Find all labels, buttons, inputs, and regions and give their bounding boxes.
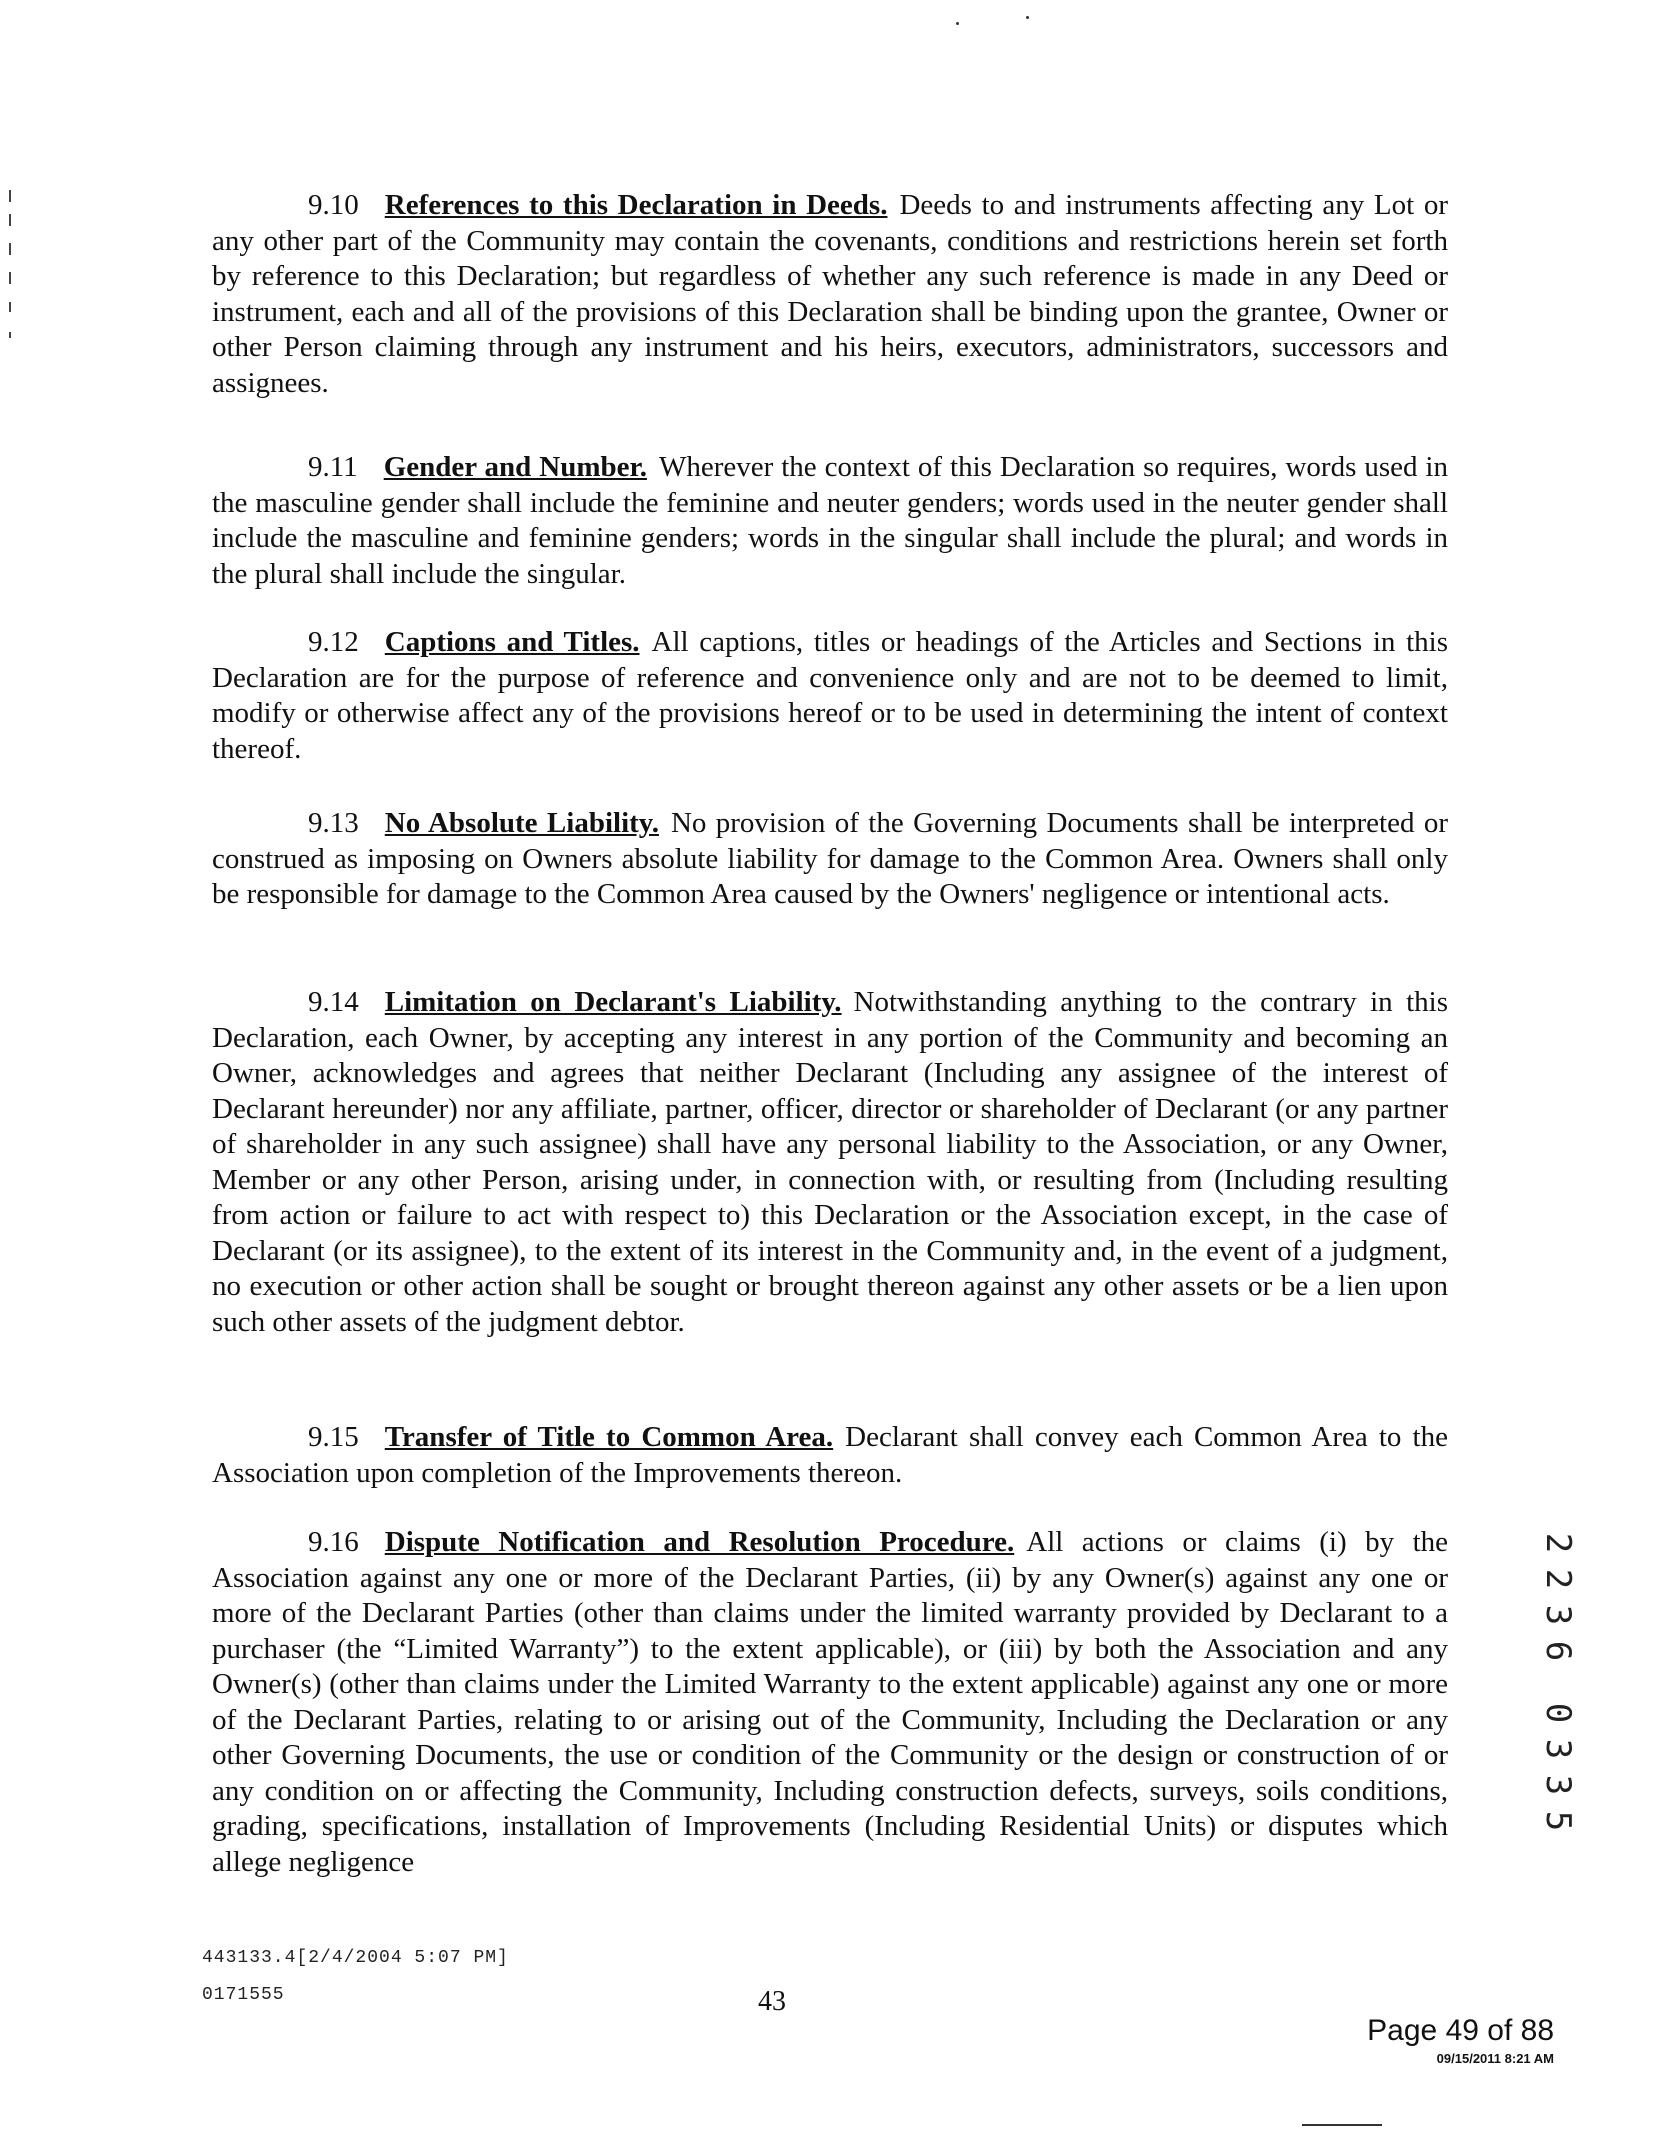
scan-mark bbox=[9, 272, 11, 284]
section-heading: Gender and Number. bbox=[383, 451, 647, 483]
margin-digit: 6 bbox=[1537, 1640, 1578, 1662]
section-number: 9.11 bbox=[308, 451, 358, 483]
section-text: All actions or claims (i) by the Association against any one or more of the Declarant Parties, (ii) by any Owner(s) against any one or more of the Declarant Parties (other than claims under the limited warranty provided by Declarant to a purchaser (the “Limited Warranty”) to the extent applicable), or (iii) by both the Association and any Owner(s) (other than claims under the Limited Warranty to the extent applicable) against any one or more of the Declarant Parties, relating to or arising out of the Community, Including the Declaration or any other Governing Documents, the use or condition of the Community or the design or construction of or any condition on or affecting the Community, Including construction defects, surveys, soils conditions, grading, specifications, installation of Improvements (Including Residential Units) or disputes which allege negligence bbox=[212, 1526, 1448, 1878]
scan-speck bbox=[1026, 16, 1029, 19]
margin-digit: 5 bbox=[1537, 1810, 1578, 1832]
scan-mark bbox=[9, 302, 11, 312]
section-text: All captions, titles or headings of the Articles and Sections in this Declaration are for the purpose of reference and convenience only and are not to be deemed to limit, modify or otherwise affect any of the provisions hereof or to be used in determining the intent of context thereof. bbox=[212, 626, 1448, 765]
margin-digit: 3 bbox=[1537, 1774, 1578, 1796]
section-9-10 bbox=[212, 188, 1448, 401]
section-9-16 bbox=[212, 1525, 1448, 1880]
section-9-11 bbox=[212, 450, 1448, 592]
section-text: Deeds to and instruments affecting any Lot or any other part of the Community may contain the covenants, conditions and restrictions herein set forth by reference to this Declaration; but regardless of whether any such reference is made in any Deed or instrument, each and all of the provisions of this Declaration shall be binding upon the grantee, Owner or other Person claiming through any instrument and his heirs, executors, administrators, successors and assignees. bbox=[212, 189, 1448, 399]
section-number: 9.14 bbox=[308, 986, 359, 1018]
section-heading: Transfer of Title to Common Area. bbox=[384, 1421, 834, 1453]
section-9-15 bbox=[212, 1420, 1448, 1491]
section-9-13 bbox=[212, 806, 1448, 913]
section-number: 9.12 bbox=[308, 626, 359, 658]
section-text: Wherever the context of this Declaration so requires, words used in the masculine gender shall include the feminine and neuter genders; words used in the neuter gender shall include the masculine and feminine genders; words in the singular shall include the plural; and words in the plural shall include the singular. bbox=[212, 451, 1448, 590]
section-heading: References to this Declaration in Deeds. bbox=[384, 189, 888, 221]
scan-mark bbox=[9, 214, 11, 226]
section-number: 9.16 bbox=[308, 1526, 359, 1558]
section-number: 9.15 bbox=[308, 1421, 359, 1453]
recording-page-stamp: Page 49 of 88 bbox=[1367, 2014, 1554, 2047]
section-heading: Captions and Titles. bbox=[384, 626, 640, 658]
section-heading: Limitation on Declarant's Liability. bbox=[384, 986, 842, 1018]
section-9-12 bbox=[212, 625, 1448, 767]
scan-mark bbox=[1302, 2124, 1382, 2126]
document-reference-code: 0171555 bbox=[202, 1985, 285, 2005]
section-number: 9.13 bbox=[308, 807, 359, 839]
document-reference: 443133.4[2/4/2004 5:07 PM] bbox=[202, 1948, 509, 1968]
section-heading: No Absolute Liability. bbox=[384, 807, 659, 839]
section-heading: Dispute Notification and Resolution Procedure. bbox=[384, 1526, 1015, 1558]
margin-recording-code bbox=[1538, 1525, 1578, 1865]
margin-digit: 2 bbox=[1537, 1532, 1578, 1554]
section-text: Notwithstanding anything to the contrary in this Declaration, each Owner, by accepting any interest in any portion of the Community and becoming an Owner, acknowledges and agrees that neither Declarant (Including any assignee of the interest of Declarant hereunder) nor any affiliate, partner, officer, director or shareholder of Declarant (or any partner of shareholder in any such assignee) shall have any personal liability to the Association, or any Owner, Member or any other Person, arising under, in connection with, or resulting from (Including resulting from action or failure to act with respect to) this Declaration or the Association except, in the case of Declarant (or its assignee), to the extent of its interest in the Community and, in the event of a judgment, no execution or other action shall be sought or brought thereon against any other assets or be a lien upon such other assets of the judgment debtor. bbox=[212, 986, 1449, 1338]
margin-digit: 2 bbox=[1537, 1568, 1578, 1590]
page-number: 43 bbox=[758, 1986, 786, 2017]
scan-mark bbox=[9, 332, 11, 338]
section-number: 9.10 bbox=[308, 189, 359, 221]
scan-mark bbox=[9, 190, 11, 202]
margin-digit: 3 bbox=[1537, 1604, 1578, 1626]
section-9-14 bbox=[212, 985, 1448, 1340]
margin-digit: 0 bbox=[1537, 1702, 1578, 1724]
section-text: Declarant shall convey each Common Area to the Association upon completion of the Improvements thereon. bbox=[212, 1421, 1448, 1489]
scan-mark bbox=[9, 243, 11, 255]
recording-datetime-stamp: 09/15/2011 8:21 AM bbox=[1436, 2051, 1554, 2066]
scan-speck bbox=[956, 22, 959, 25]
margin-digit: 3 bbox=[1537, 1738, 1578, 1760]
section-text: No provision of the Governing Documents shall be interpreted or construed as imposing on Owners absolute liability for damage to the Common Area. Owners shall only be responsible for damage to the Common Area caused by the Owners' negligence or intentional acts. bbox=[212, 807, 1449, 910]
